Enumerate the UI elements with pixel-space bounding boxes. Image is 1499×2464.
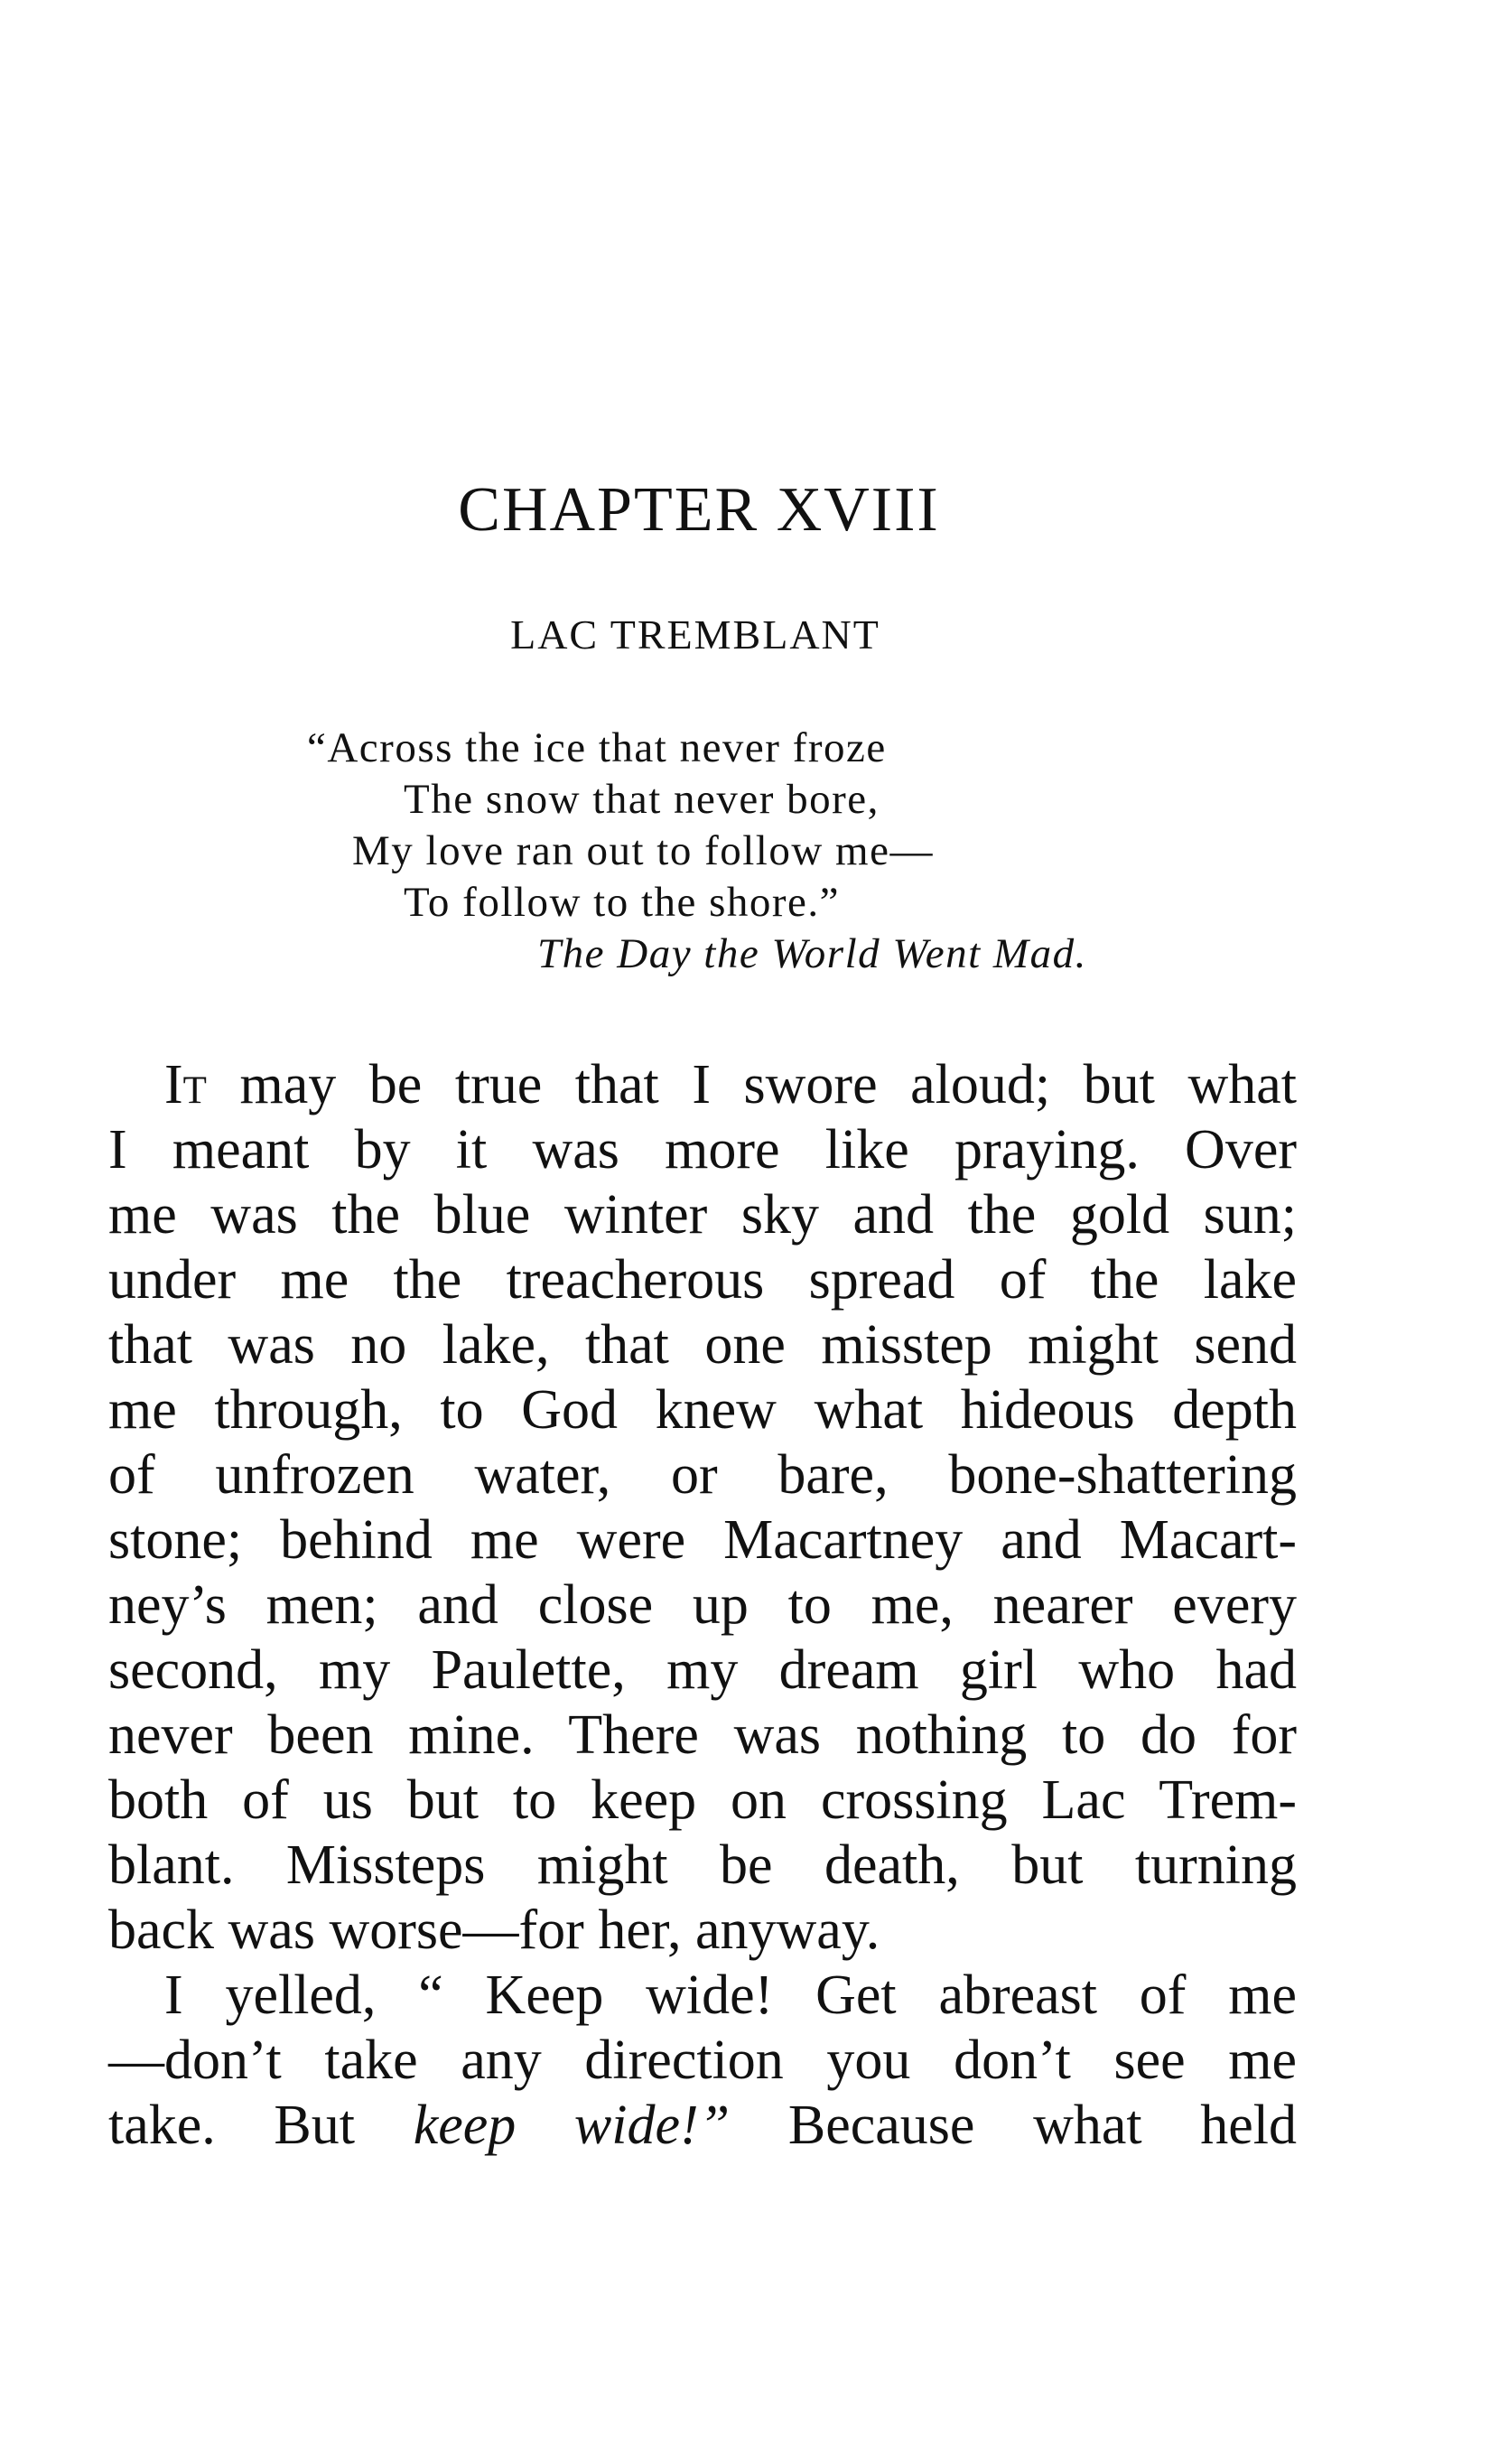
text-line: me was the blue winter sky and the gold sun;: [108, 1184, 1297, 1246]
text-line: It may be true that I swore aloud; but what: [164, 1054, 1297, 1115]
text-line: I meant by it was more like praying. Over: [108, 1119, 1297, 1181]
text-line: blant. Missteps might be death, but turning: [108, 1834, 1297, 1896]
text-line: ney’s men; and close up to me, nearer every: [108, 1574, 1297, 1636]
text-line: me through, to God knew what hideous depth: [108, 1379, 1297, 1441]
emphasis: keep wide!”: [413, 2095, 731, 2156]
chapter-subtitle: LAC TREMBLANT: [510, 611, 880, 658]
text-line: —don’t take any direction you don’t see me: [108, 2030, 1297, 2091]
text-line: second, my Paulette, my dream girl who had: [108, 1639, 1297, 1701]
paragraph-2: [108, 1963, 1297, 2158]
text-line: of unfrozen water, or bare, bone-shattering: [108, 1444, 1297, 1506]
body-text: [108, 1052, 1297, 2158]
text-line: never been mine. There was nothing to do for: [108, 1704, 1297, 1766]
text-line: both of us but to keep on crossing Lac Trem-: [108, 1769, 1297, 1831]
epigraph-line: “Across the ice that never froze: [307, 724, 887, 771]
text-line: take. But keep wide!” Because what held: [108, 2095, 1298, 2156]
epigraph-line: My love ran out to follow me—: [352, 827, 934, 874]
text-line: under me the treacherous spread of the lake: [108, 1249, 1297, 1311]
epigraph-line: To follow to the shore.”: [404, 879, 841, 926]
paragraph-lead-word: It: [164, 1054, 207, 1115]
chapter-title: CHAPTER XVIII: [458, 475, 940, 545]
text-line: back was worse—for her, anyway.: [108, 1899, 880, 1961]
text-line: stone; behind me were Macartney and Macart-: [108, 1509, 1297, 1571]
text-line: that was no lake, that one misstep might send: [108, 1314, 1297, 1376]
epigraph-line: The snow that never bore,: [404, 776, 880, 823]
epigraph-attribution: The Day the World Went Mad.: [537, 930, 1087, 977]
paragraph-1: [108, 1052, 1297, 1963]
epigraph: [307, 723, 1318, 980]
text-line: I yelled, “ Keep wide! Get abreast of me: [164, 1965, 1297, 2026]
